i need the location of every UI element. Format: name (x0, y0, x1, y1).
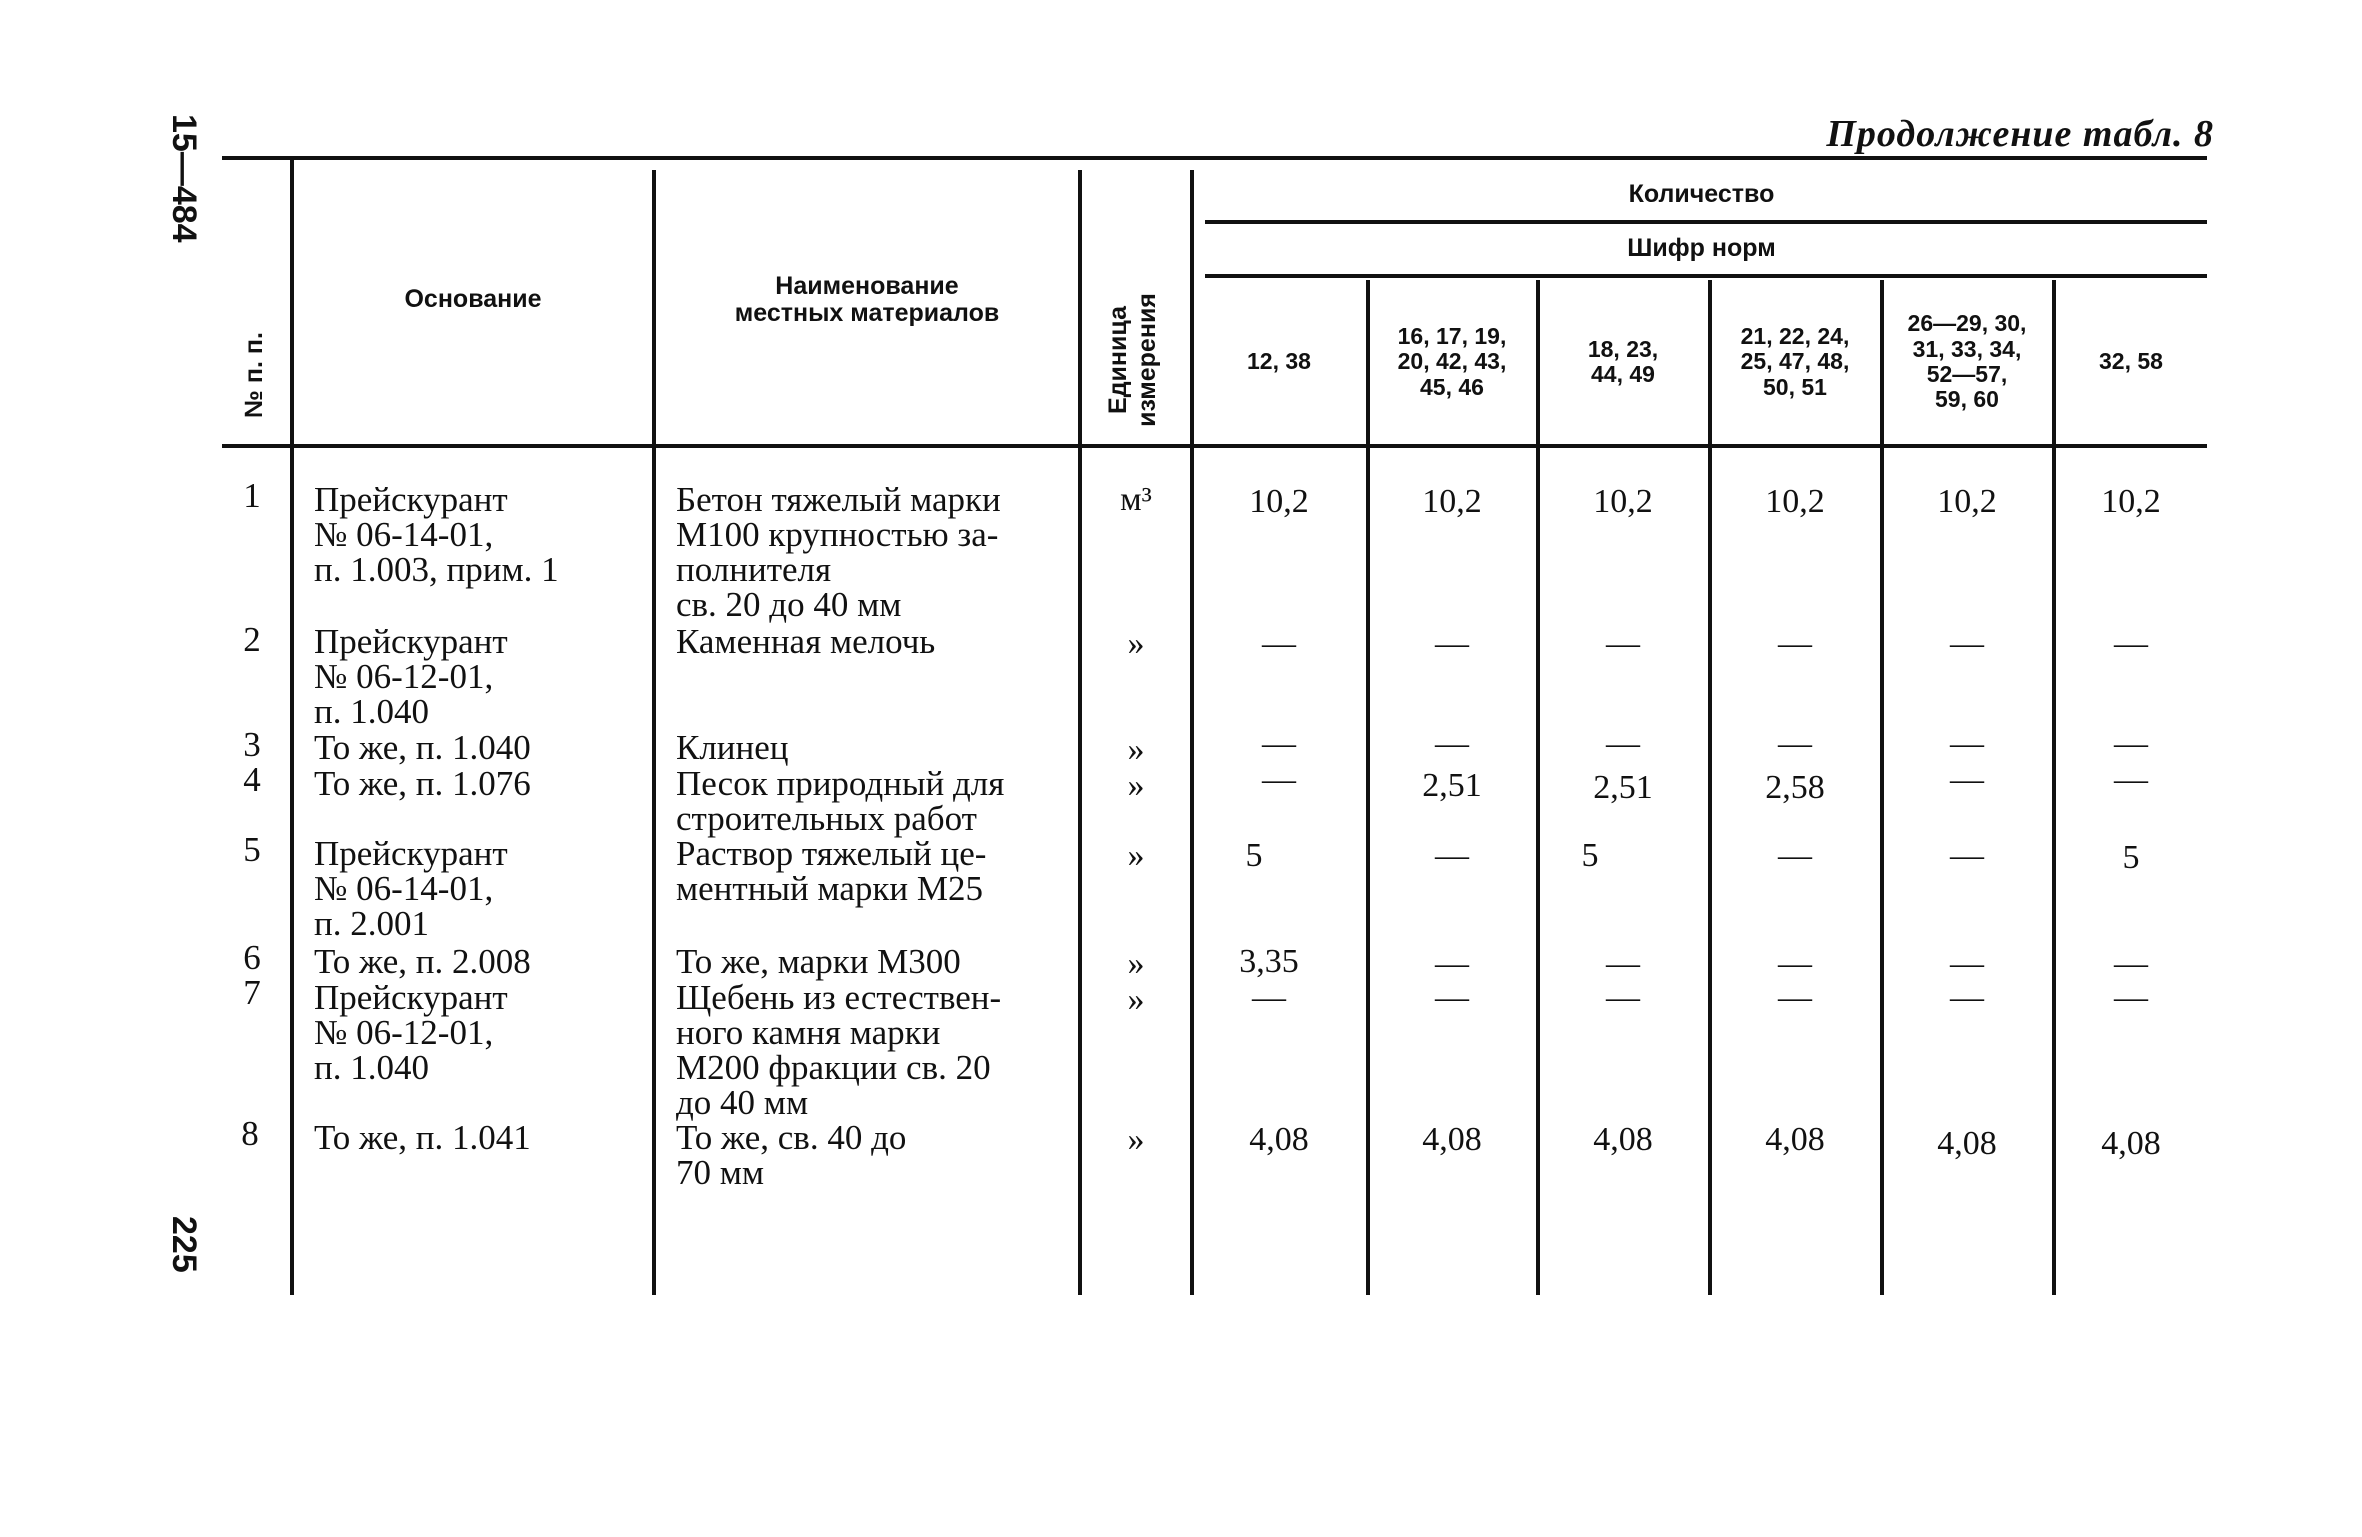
header-num: № п. п. (240, 332, 268, 418)
row-2-val-4: — (1778, 625, 1812, 662)
row-3-val-6: — (2114, 725, 2148, 762)
row-6-val-5: — (1950, 945, 1984, 982)
row-4-val-6: — (2114, 761, 2148, 798)
header-naim: Наименование местных материалов (734, 271, 1000, 327)
row-1-osnovanie: Прейскурант № 06-14-01, п. 1.003, прим. 1 (314, 480, 559, 589)
header-osnovanie: Основание (404, 285, 542, 314)
row-4-val-3: 2,51 (1593, 769, 1653, 806)
row-5-unit: » (1127, 837, 1145, 874)
row-4-num: 4 (243, 760, 261, 799)
shifr-rule (1205, 274, 2207, 278)
row-4-val-4: 2,58 (1765, 769, 1825, 806)
row-8-val-2: 4,08 (1422, 1121, 1482, 1158)
row-4-unit: » (1127, 767, 1145, 804)
row-8-val-6: 4,08 (2101, 1125, 2161, 1162)
row-5-osnovanie: Прейскурант № 06-14-01, п. 2.001 (314, 834, 508, 943)
header-shifr: Шифр норм (1627, 234, 1776, 263)
row-3-val-3: — (1606, 725, 1640, 762)
row-3-val-4: — (1778, 725, 1812, 762)
row-2-num: 2 (243, 620, 261, 659)
row-3-osnovanie: То же, п. 1.040 (314, 728, 531, 767)
page-number-bottom: 225 (165, 1216, 203, 1273)
row-6-val-3: — (1606, 945, 1640, 982)
row-2-val-2: — (1435, 625, 1469, 662)
row-6-naim: То же, марки М300 (676, 942, 961, 981)
row-7-val-1: — (1252, 979, 1286, 1016)
row-1-val-1: 10,2 (1249, 483, 1309, 520)
row-3-val-2: — (1435, 725, 1469, 762)
row-4-val-1: — (1262, 761, 1296, 798)
row-5-val-4: — (1778, 837, 1812, 874)
row-2-val-3: — (1606, 625, 1640, 662)
row-3-naim: Клинец (676, 728, 789, 767)
header-col-6: 32, 58 (2099, 348, 2163, 375)
row-8-val-4: 4,08 (1765, 1121, 1825, 1158)
header-kolichestvo: Количество (1628, 180, 1775, 209)
row-8-num: 8 (241, 1114, 259, 1153)
row-7-val-2: — (1435, 979, 1469, 1016)
row-5-num: 5 (243, 830, 261, 869)
row-8-val-3: 4,08 (1593, 1121, 1653, 1158)
row-6-unit: » (1127, 945, 1145, 982)
row-8-val-1: 4,08 (1249, 1121, 1309, 1158)
page-number-top: 15—484 (165, 114, 203, 243)
row-4-val-2: 2,51 (1422, 767, 1482, 804)
row-8-unit: » (1127, 1121, 1145, 1158)
row-5-val-6: 5 (2122, 839, 2140, 876)
header-col-2: 16, 17, 19, 20, 42, 43, 45, 46 (1397, 323, 1507, 400)
row-5-val-1: 5 (1245, 837, 1263, 874)
row-2-val-1: — (1262, 625, 1296, 662)
table-top-rule (222, 156, 2207, 160)
row-4-val-5: — (1950, 761, 1984, 798)
row-5-val-2: — (1435, 837, 1469, 874)
row-1-val-5: 10,2 (1937, 483, 1997, 520)
row-2-osnovanie: Прейскурант № 06-12-01, п. 1.040 (314, 622, 508, 731)
row-6-val-1: 3,35 (1239, 943, 1299, 980)
row-6-val-4: — (1778, 945, 1812, 982)
row-5-val-5: — (1950, 837, 1984, 874)
row-6-num: 6 (243, 938, 261, 977)
header-col-5: 26—29, 30, 31, 33, 34, 52—57, 59, 60 (1907, 310, 2027, 413)
row-7-val-4: — (1778, 979, 1812, 1016)
row-3-val-5: — (1950, 725, 1984, 762)
row-5-val-3: 5 (1581, 837, 1599, 874)
row-1-val-6: 10,2 (2101, 483, 2161, 520)
row-8-osnovanie: То же, п. 1.041 (314, 1118, 531, 1157)
row-8-val-5: 4,08 (1937, 1125, 1997, 1162)
row-4-osnovanie: То же, п. 1.076 (314, 764, 531, 803)
row-7-val-5: — (1950, 979, 1984, 1016)
header-unit: Единица измерения (1104, 293, 1161, 427)
table-caption: Продолжение табл. 8 (1826, 113, 2214, 155)
row-6-val-2: — (1435, 945, 1469, 982)
header-bottom-rule (222, 444, 2207, 448)
row-3-unit: » (1127, 731, 1145, 768)
row-5-naim: Раствор тяжелый це- ментный марки М25 (676, 834, 987, 908)
row-6-val-6: — (2114, 945, 2148, 982)
row-2-unit: » (1127, 625, 1145, 662)
row-1-unit: м³ (1120, 481, 1152, 518)
row-4-naim: Песок природный для строительных работ (676, 764, 1005, 838)
row-2-val-6: — (2114, 625, 2148, 662)
row-2-val-5: — (1950, 625, 1984, 662)
row-7-num: 7 (243, 973, 261, 1012)
row-3-val-1: — (1262, 725, 1296, 762)
row-1-num: 1 (243, 476, 261, 515)
row-7-osnovanie: Прейскурант № 06-12-01, п. 1.040 (314, 978, 508, 1087)
header-col-1: 12, 38 (1247, 348, 1311, 375)
row-2-naim: Каменная мелочь (676, 622, 936, 661)
row-7-val-6: — (2114, 979, 2148, 1016)
col-rule-3 (1078, 170, 1082, 1295)
row-7-unit: » (1127, 981, 1145, 1018)
row-1-val-3: 10,2 (1593, 483, 1653, 520)
row-7-val-3: — (1606, 979, 1640, 1016)
row-1-val-4: 10,2 (1765, 483, 1825, 520)
row-1-val-2: 10,2 (1422, 483, 1482, 520)
row-1-naim: Бетон тяжелый марки М100 крупностью за- полнителя св. 20 до 40 мм (676, 480, 1001, 624)
row-3-num: 3 (243, 725, 261, 764)
row-7-naim: Щебень из естествен- ного камня марки М200 фракции св. 20 до 40 мм (676, 978, 1002, 1122)
header-col-3: 18, 23, 44, 49 (1587, 335, 1659, 387)
row-8-naim: То же, св. 40 до 70 мм (676, 1118, 907, 1192)
row-6-osnovanie: То же, п. 2.008 (314, 942, 531, 981)
col-rule-2 (652, 170, 656, 1295)
col-rule-1 (290, 160, 294, 1295)
header-col-4: 21, 22, 24, 25, 47, 48, 50, 51 (1740, 323, 1850, 400)
